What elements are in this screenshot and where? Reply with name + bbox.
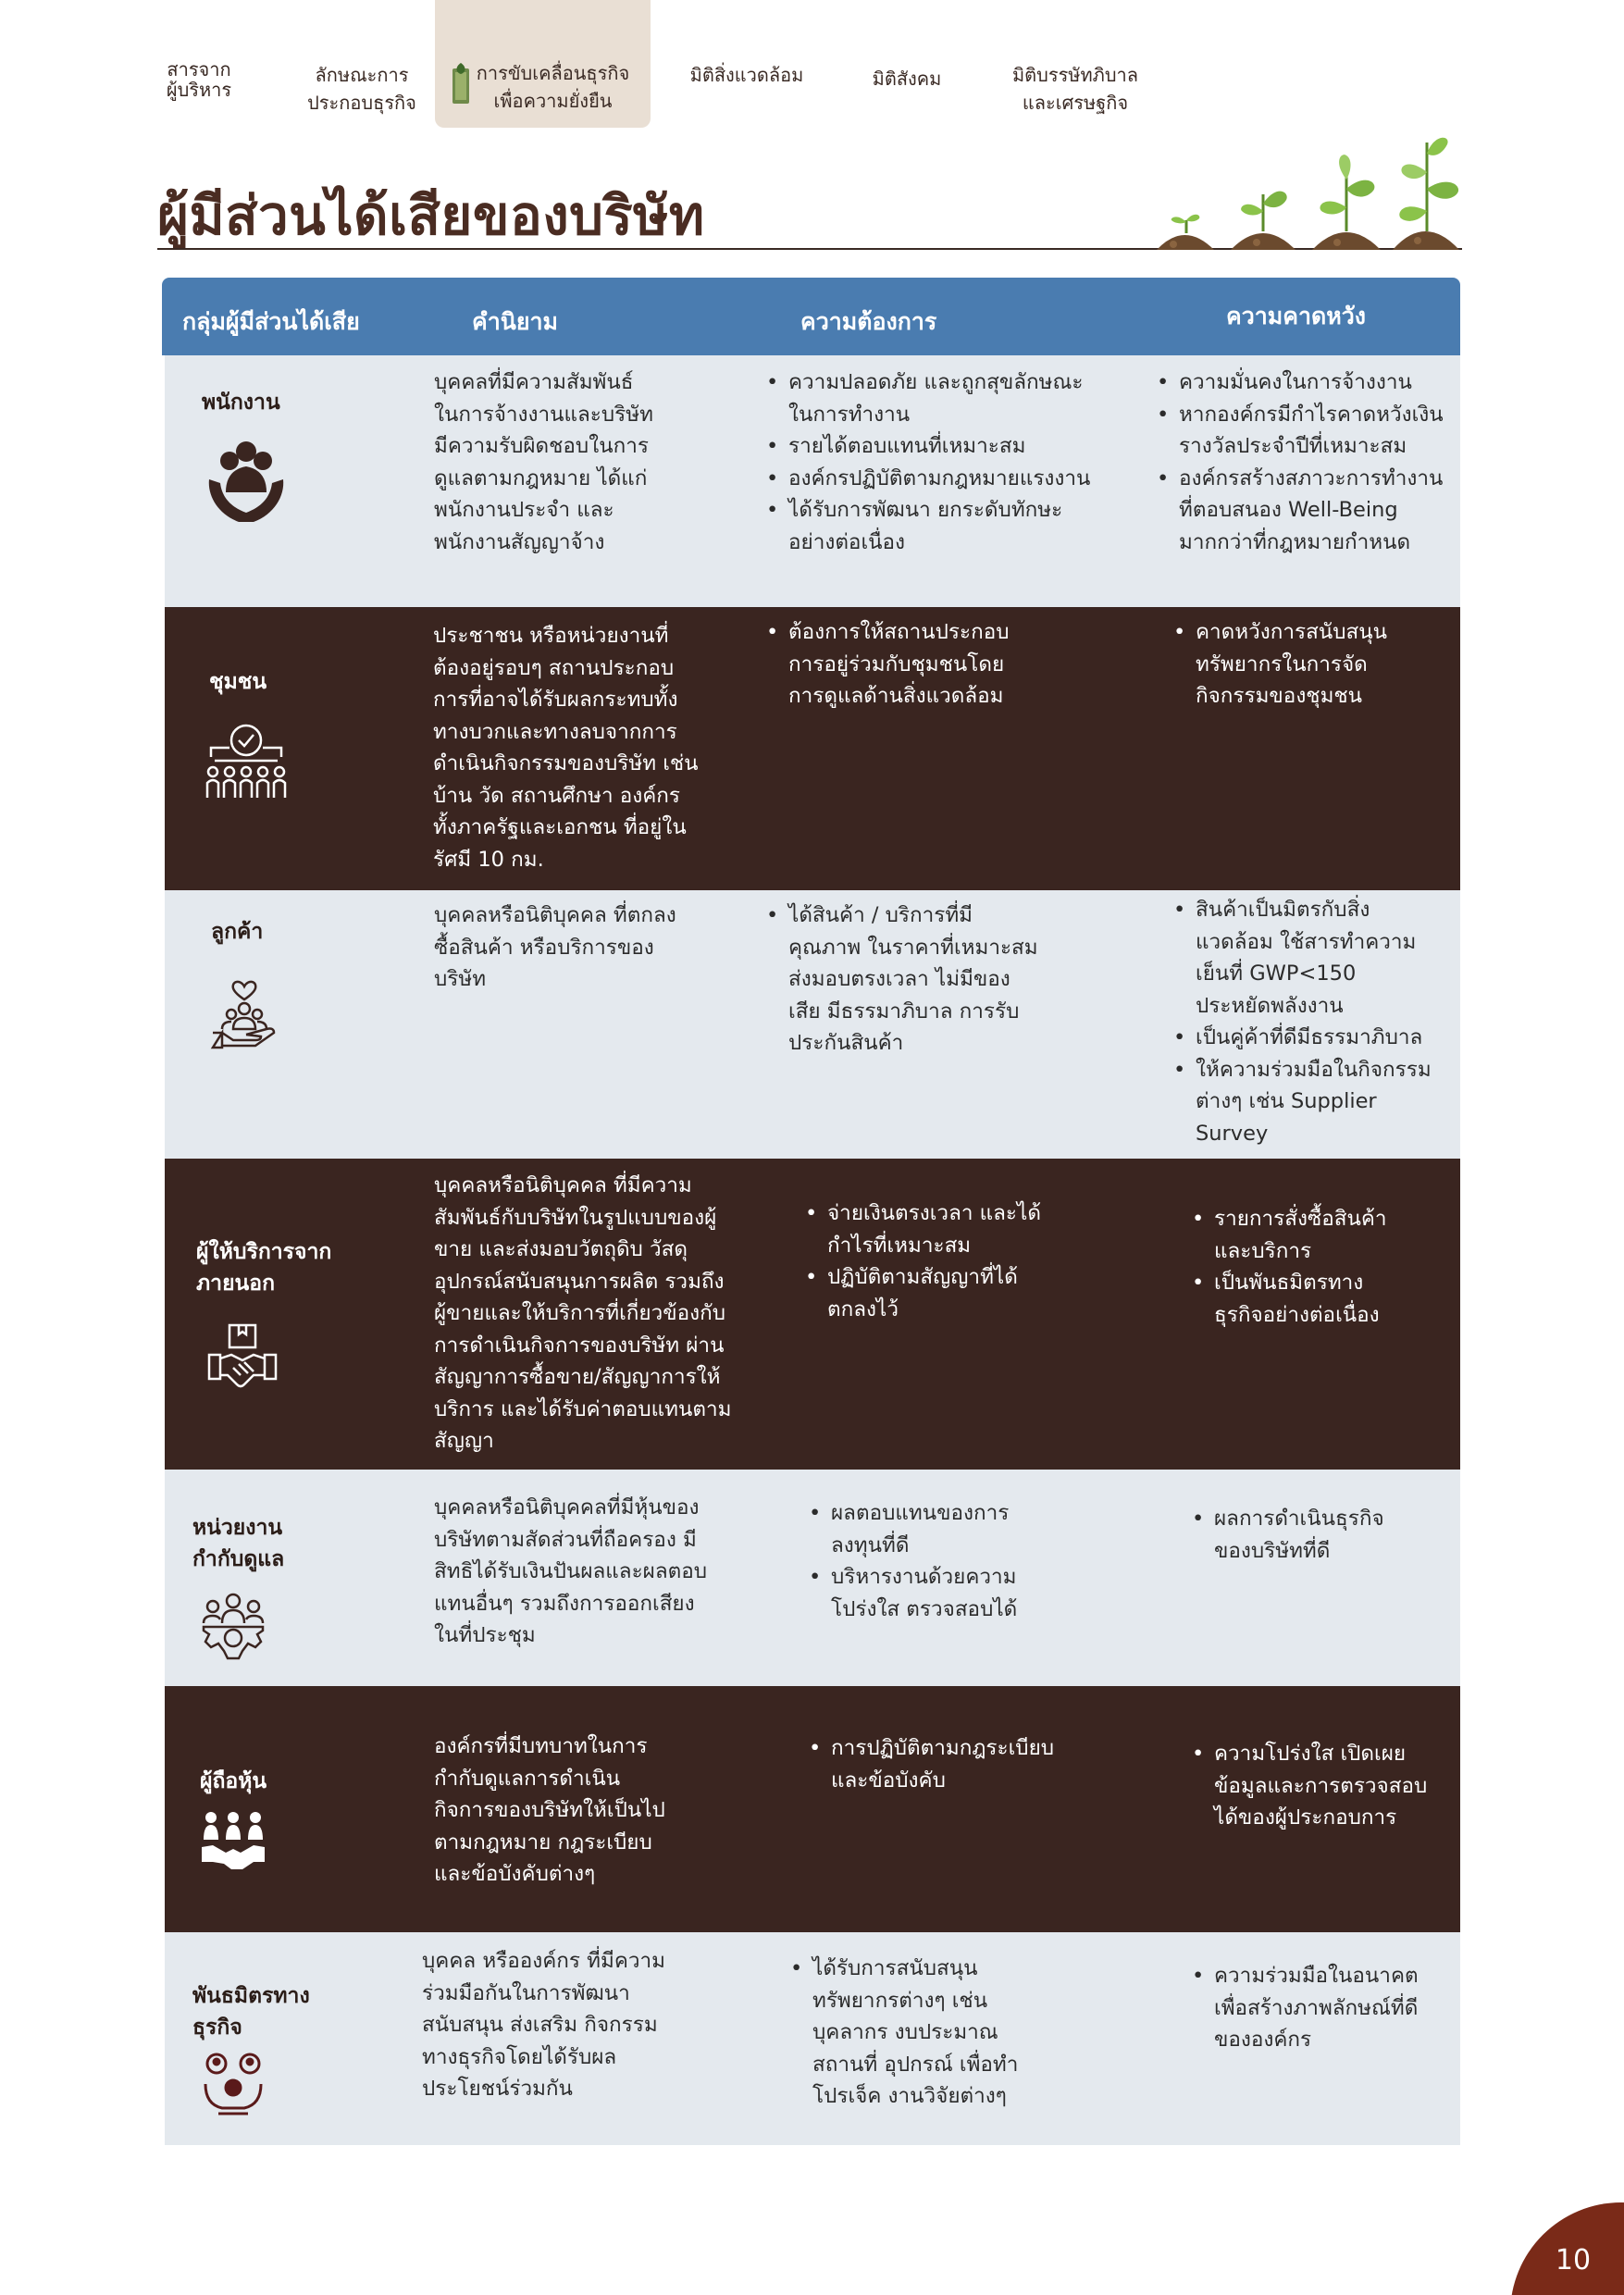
definition-cell xyxy=(434,1170,731,1458)
nav-item-label: และเศรษฐกิจ xyxy=(1022,92,1129,114)
top-navigation xyxy=(0,0,1624,130)
list-item: • องค์กรสร้างสภาวะการทำงาน ที่ตอบสนอง Well-Being มากกว่าที่กฎหมายกำหนด xyxy=(1155,463,1444,559)
definition-line: ประชาชน หรือหน่วยงานที่ xyxy=(433,624,669,648)
nav-item-label: ประกอบธุรกิจ xyxy=(307,92,416,114)
table-row xyxy=(165,607,1460,890)
definition-line: สัมพันธ์กับบริษัทในรูปแบบของผู้ xyxy=(434,1205,717,1230)
definition-line: ดูแลตามกฎหมาย ได้แก่ xyxy=(434,465,648,490)
expectations-cell xyxy=(1190,1503,1384,1567)
definition-line: การที่อาจได้รับผลกระทบทั้ง xyxy=(433,688,678,712)
list-item: • องค์กรปฏิบัติตามกฎหมายแรงงาน xyxy=(764,463,1090,495)
nav-item-social[interactable] xyxy=(861,65,953,93)
definition-line: รัศมี 10 กม. xyxy=(433,847,544,872)
column-header-definition: คำนิยาม xyxy=(472,308,559,335)
definition-line: บริษัทตามสัดส่วนที่ถือครอง มี xyxy=(434,1527,697,1552)
expectations-cell xyxy=(1155,366,1444,558)
definition-line: ทั้งภาครัฐและเอกชน ที่อยู่ใน xyxy=(433,815,687,839)
list-item: • ให้ความร่วมมือในกิจกรรม ต่างๆ เช่น Supplier Survey xyxy=(1172,1054,1432,1150)
expectations-cell xyxy=(1190,1738,1427,1834)
table-row xyxy=(165,355,1460,607)
definition-line: ร่วมมือกันในการพัฒนา xyxy=(422,1980,630,2005)
page-number: 10 xyxy=(1555,2244,1592,2276)
needs-cell xyxy=(764,366,1090,558)
definition-line: พนักงานสัญญาจ้าง xyxy=(434,529,605,554)
shareholder-handshake-icon xyxy=(200,1810,267,1871)
table-row xyxy=(165,1159,1460,1470)
definition-line: มีความรับผิดชอบในการ xyxy=(434,434,649,458)
definition-line: บุคคลหรือนิติบุคคล ที่มีความ xyxy=(434,1173,692,1197)
expectations-cell xyxy=(1190,1203,1387,1331)
definition-line: กิจการของบริษัทให้เป็นไป xyxy=(434,1798,665,1822)
definition-line: ทางบวกและทางลบจากการ xyxy=(433,719,677,744)
stakeholder-name: ชุมชน xyxy=(209,670,267,694)
definition-line: ทางธุรกิจโดยได้รับผล xyxy=(422,2044,617,2069)
business-partner-icon xyxy=(200,2051,267,2117)
nav-item-label: มิติสังคม xyxy=(872,68,942,90)
list-item: • การปฏิบัติตามกฎระเบียบ และข้อบังคับ xyxy=(807,1732,1054,1796)
stakeholder-name: ลูกค้า xyxy=(211,920,264,944)
needs-cell xyxy=(764,616,1010,713)
table-row xyxy=(165,1470,1460,1686)
definition-line: บุคคลหรือนิติบุคคล ที่ตกลง xyxy=(434,903,676,927)
page-title: ผู้มีส่วนได้เสียของบริษัท xyxy=(157,184,705,247)
list-item: • ได้รับการพัฒนา ยกระดับทักษะ อย่างต่อเนื่อง xyxy=(764,494,1090,558)
table-header xyxy=(162,278,1460,355)
definition-line: ขาย และส่งมอบวัตถุดิบ วัสดุ xyxy=(434,1237,688,1261)
nav-item-label: การขับเคลื่อนธุรกิจ xyxy=(476,62,630,84)
list-item: • จ่ายเงินตรงเวลา และได้ กำไรที่เหมาะสม xyxy=(803,1197,1041,1261)
needs-cell xyxy=(764,899,1038,1060)
nav-item-label: มิติบรรษัทภิบาล xyxy=(1011,64,1139,86)
nav-item-executive-message[interactable] xyxy=(148,56,250,104)
definition-line: แทนอื่นๆ รวมถึงการออกเสียง xyxy=(434,1591,695,1616)
definition-line: ผู้ขายและให้บริการที่เกี่ยวข้องกับ xyxy=(434,1301,726,1325)
definition-line: ในการจ้างงานและบริษัท xyxy=(434,402,653,427)
expectations-cell xyxy=(1172,894,1432,1149)
definition-line: ซื้อสินค้า หรือบริการของ xyxy=(434,935,654,960)
definition-line: และข้อบังคับต่างๆ xyxy=(434,1862,596,1886)
definition-cell xyxy=(434,1731,665,1891)
regulator-gear-icon xyxy=(196,1590,270,1664)
table-row xyxy=(165,1932,1460,2145)
column-header-expectations: ความคาดหวัง xyxy=(1226,303,1367,329)
list-item: • ปฏิบัติตามสัญญาที่ได้ ตกลงไว้ xyxy=(803,1261,1041,1325)
customer-icon xyxy=(209,972,279,1053)
stakeholder-name: พนักงาน xyxy=(202,391,280,415)
definition-cell xyxy=(434,366,653,558)
definition-line: บ้าน วัด สถานศึกษา องค์กร xyxy=(433,783,681,808)
stakeholder-name: ผู้ให้บริการจาก ภายนอก xyxy=(196,1240,332,1296)
nav-item-label: ลักษณะการ xyxy=(315,64,409,86)
table-row xyxy=(165,1686,1460,1932)
list-item: • ความมั่นคงในการจ้างงาน xyxy=(1155,366,1444,399)
nav-item-business-overview[interactable] xyxy=(294,61,429,117)
list-item: • รายได้ตอบแทนที่เหมาะสม xyxy=(764,430,1090,463)
list-item: • ผลตอบแทนของการ ลงทุนที่ดี xyxy=(807,1497,1017,1561)
stakeholder-name: ผู้ถือหุ้น xyxy=(200,1769,267,1793)
definition-line: องค์กรที่มีบทบาทในการ xyxy=(434,1734,648,1758)
employee-care-icon xyxy=(204,439,289,527)
column-header-needs: ความต้องการ xyxy=(800,308,937,335)
needs-cell xyxy=(803,1197,1041,1325)
nav-item-label: มิติสิ่งแวดล้อม xyxy=(689,64,804,86)
definition-cell xyxy=(433,620,699,875)
growing-sprouts-icon xyxy=(1147,128,1467,257)
definition-cell xyxy=(434,1492,707,1652)
definition-line: บริการ และได้รับค่าตอบแทนตาม xyxy=(434,1396,732,1421)
definition-cell xyxy=(422,1945,665,2105)
list-item: • เป็นคู่ค้าที่ดีมีธรรมาภิบาล xyxy=(1172,1022,1432,1054)
definition-line: สัญญาการซื้อขาย/สัญญาการให้ xyxy=(434,1365,721,1389)
nav-item-label: เพื่อความยั่งยืน xyxy=(493,90,613,112)
definition-line: ตามกฎหมาย กฎระเบียบ xyxy=(434,1830,652,1855)
stakeholder-name: หน่วยงาน กำกับดูแล xyxy=(192,1516,285,1571)
definition-line: ในที่ประชุม xyxy=(434,1623,536,1647)
needs-cell xyxy=(807,1732,1054,1796)
sustainability-book-icon xyxy=(450,61,472,107)
list-item: • รายการสั่งซื้อสินค้า และบริการ xyxy=(1190,1203,1387,1267)
nav-item-governance-economy[interactable] xyxy=(999,61,1151,117)
definition-cell xyxy=(434,899,676,996)
needs-cell xyxy=(788,1953,1018,2113)
definition-line: สัญญา xyxy=(434,1429,494,1453)
definition-line: ดำเนินกิจกรรมของบริษัท เช่น xyxy=(433,751,699,775)
column-header-stakeholder-group: กลุ่มผู้มีส่วนได้เสีย xyxy=(182,308,360,335)
list-item: • ได้รับการสนับสนุน ทรัพยากรต่างๆ เช่น บุคลากร งบประมาณ สถานที่ อุปกรณ์ เพื่อทำ โปรเจ็ค งานวิจัยต่างๆ xyxy=(788,1953,1018,2113)
expectations-cell xyxy=(1190,1960,1419,2056)
nav-item-label: สารจาก xyxy=(167,58,231,81)
list-item: • ผลการดำเนินธุรกิจ ของบริษัทที่ดี xyxy=(1190,1503,1384,1567)
list-item: • ได้สินค้า / บริการที่มี คุณภาพ ในราคาที่เหมาะสม ส่งมอบตรงเวลา ไม่มีของ เสีย มีธรรมาภิบาล การรับ ประกันสินค้า xyxy=(764,899,1038,1060)
definition-line: การดำเนินกิจการของบริษัท ผ่าน xyxy=(434,1333,725,1358)
definition-line: บุคคลที่มีความสัมพันธ์ xyxy=(434,370,634,394)
definition-line: สิทธิได้รับเงินปันผลและผลตอบ xyxy=(434,1559,708,1583)
definition-line: อุปกรณ์สนับสนุนการผลิต รวมถึง xyxy=(434,1269,725,1294)
definition-line: สนับสนุน ส่งเสริม กิจกรรม xyxy=(422,2013,658,2037)
table-row xyxy=(165,890,1460,1159)
list-item: • ความปลอดภัย และถูกสุขลักษณะ ในการทำงาน xyxy=(764,366,1090,430)
list-item: • ความโปร่งใส เปิดเผย ข้อมูลและการตรวจสอบ ได้ของผู้ประกอบการ xyxy=(1190,1738,1427,1834)
list-item: • คาดหวังการสนับสนุน ทรัพยากรในการจัด กิจกรรมของชุมชน xyxy=(1172,616,1387,713)
list-item: • เป็นพันธมิตรทาง ธุรกิจอย่างต่อเนื่อง xyxy=(1190,1267,1387,1331)
definition-line: บุคคลหรือนิติบุคคลที่มีหุ้นของ xyxy=(434,1495,700,1520)
handshake-box-icon xyxy=(205,1321,279,1392)
list-item: • สินค้าเป็นมิตรกับสิ่ง แวดล้อม ใช้สารทำความ เย็นที่ GWP<150 ประหยัดพลังงาน xyxy=(1172,894,1432,1022)
definition-line: บุคคล หรือองค์กร ที่มีความ xyxy=(422,1949,665,1973)
list-item: • ต้องการให้สถานประกอบ การอยู่ร่วมกับชุมชนโดย การดูแลด้านสิ่งแวดล้อม xyxy=(764,616,1010,713)
nav-item-label: ผู้บริหาร xyxy=(166,79,232,101)
definition-line: ประโยชน์ร่วมกัน xyxy=(422,2077,573,2101)
list-item: • หากองค์กรมีกำไรคาดหวังเงิน รางวัลประจำปีที่เหมาะสม xyxy=(1155,399,1444,463)
needs-cell xyxy=(807,1497,1017,1625)
list-item: • ความร่วมมือในอนาคต เพื่อสร้างภาพลักษณ์ที่ดี ขององค์กร xyxy=(1190,1960,1419,2056)
nav-item-environment[interactable] xyxy=(681,61,812,89)
expectations-cell xyxy=(1172,616,1387,713)
definition-line: บริษัท xyxy=(434,967,487,991)
stakeholder-name: พันธมิตรทาง ธุรกิจ xyxy=(192,1984,310,2040)
definition-line: ต้องอยู่รอบๆ สถานประกอบ xyxy=(433,655,675,680)
definition-line: พนักงานประจำ และ xyxy=(434,498,614,522)
definition-line: กำกับดูแลการดำเนิน xyxy=(434,1766,621,1791)
list-item: • บริหารงานด้วยความ โปร่งใส ตรวจสอบได้ xyxy=(807,1561,1017,1625)
community-icon xyxy=(202,720,291,809)
